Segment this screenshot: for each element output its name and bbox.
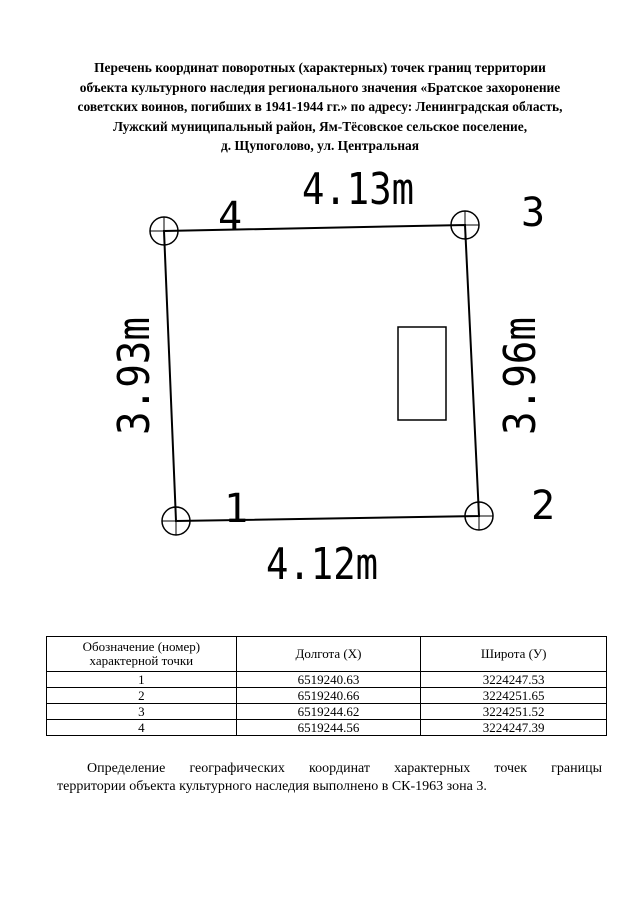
boundary-plan [0,160,640,600]
point-label-4: 4 [217,194,243,240]
point-label-3: 3 [520,190,546,236]
point-marker-3 [451,211,479,239]
dimension-bottom: 4.12m [266,539,378,590]
cell-y: 3224251.52 [421,704,607,720]
cell-x: 6519240.66 [236,688,421,704]
coordinate-system-note [57,760,602,796]
document-title [40,58,600,156]
title-line-2: объекта культурного наследия регионального значения «Братское захоронение [79,79,561,95]
cell-point: 3 [47,704,237,720]
title-line-5: д. Щупоголово, ул. Центральная [220,138,419,153]
cell-y: 3224251.65 [421,688,607,704]
dimension-top: 4.13m [302,164,414,215]
cell-x: 6519244.56 [236,720,421,736]
note-line-1: Определение географических координат характерных точек границы [87,761,602,776]
table-header-row [47,637,607,672]
header-point-number: Обозначение (номер) характерной точки [47,637,237,672]
title-line-1: Перечень координат поворотных (характерных) точек границ территории [94,60,546,75]
table-row [47,688,607,704]
cell-y: 3224247.53 [421,672,607,688]
boundary-polygon [164,225,479,521]
point-label-2: 2 [530,483,556,529]
title-line-3: советских воинов, погибших в 1941-1944 гг.» по адресу: Ленинградская область, [77,99,563,114]
cell-x: 6519240.63 [236,672,421,688]
point-marker-4 [150,217,178,245]
table-row [47,720,607,736]
dimension-right: 3.96m [495,302,546,435]
cell-point: 4 [47,720,237,736]
header-latitude: Широта (У) [421,637,607,672]
dimension-left: 3.93m [109,302,160,435]
cell-point: 2 [47,688,237,704]
title-line-4: Лужский муниципальный район, Ям-Тёсовское сельское поселение, [112,118,528,134]
point-marker-2 [465,502,493,530]
point-marker-1 [162,507,190,535]
point-label-1: 1 [223,486,249,532]
note-line-2: территории объекта культурного наследия выполнено в СК-1963 зона 3. [57,779,487,794]
cell-point: 1 [47,672,237,688]
monument-rectangle [398,327,446,420]
cell-x: 6519244.62 [236,704,421,720]
header-longitude: Долгота (X) [236,637,421,672]
table-row [47,672,607,688]
table-row [47,704,607,720]
coordinates-table [46,636,607,736]
cell-y: 3224247.39 [421,720,607,736]
